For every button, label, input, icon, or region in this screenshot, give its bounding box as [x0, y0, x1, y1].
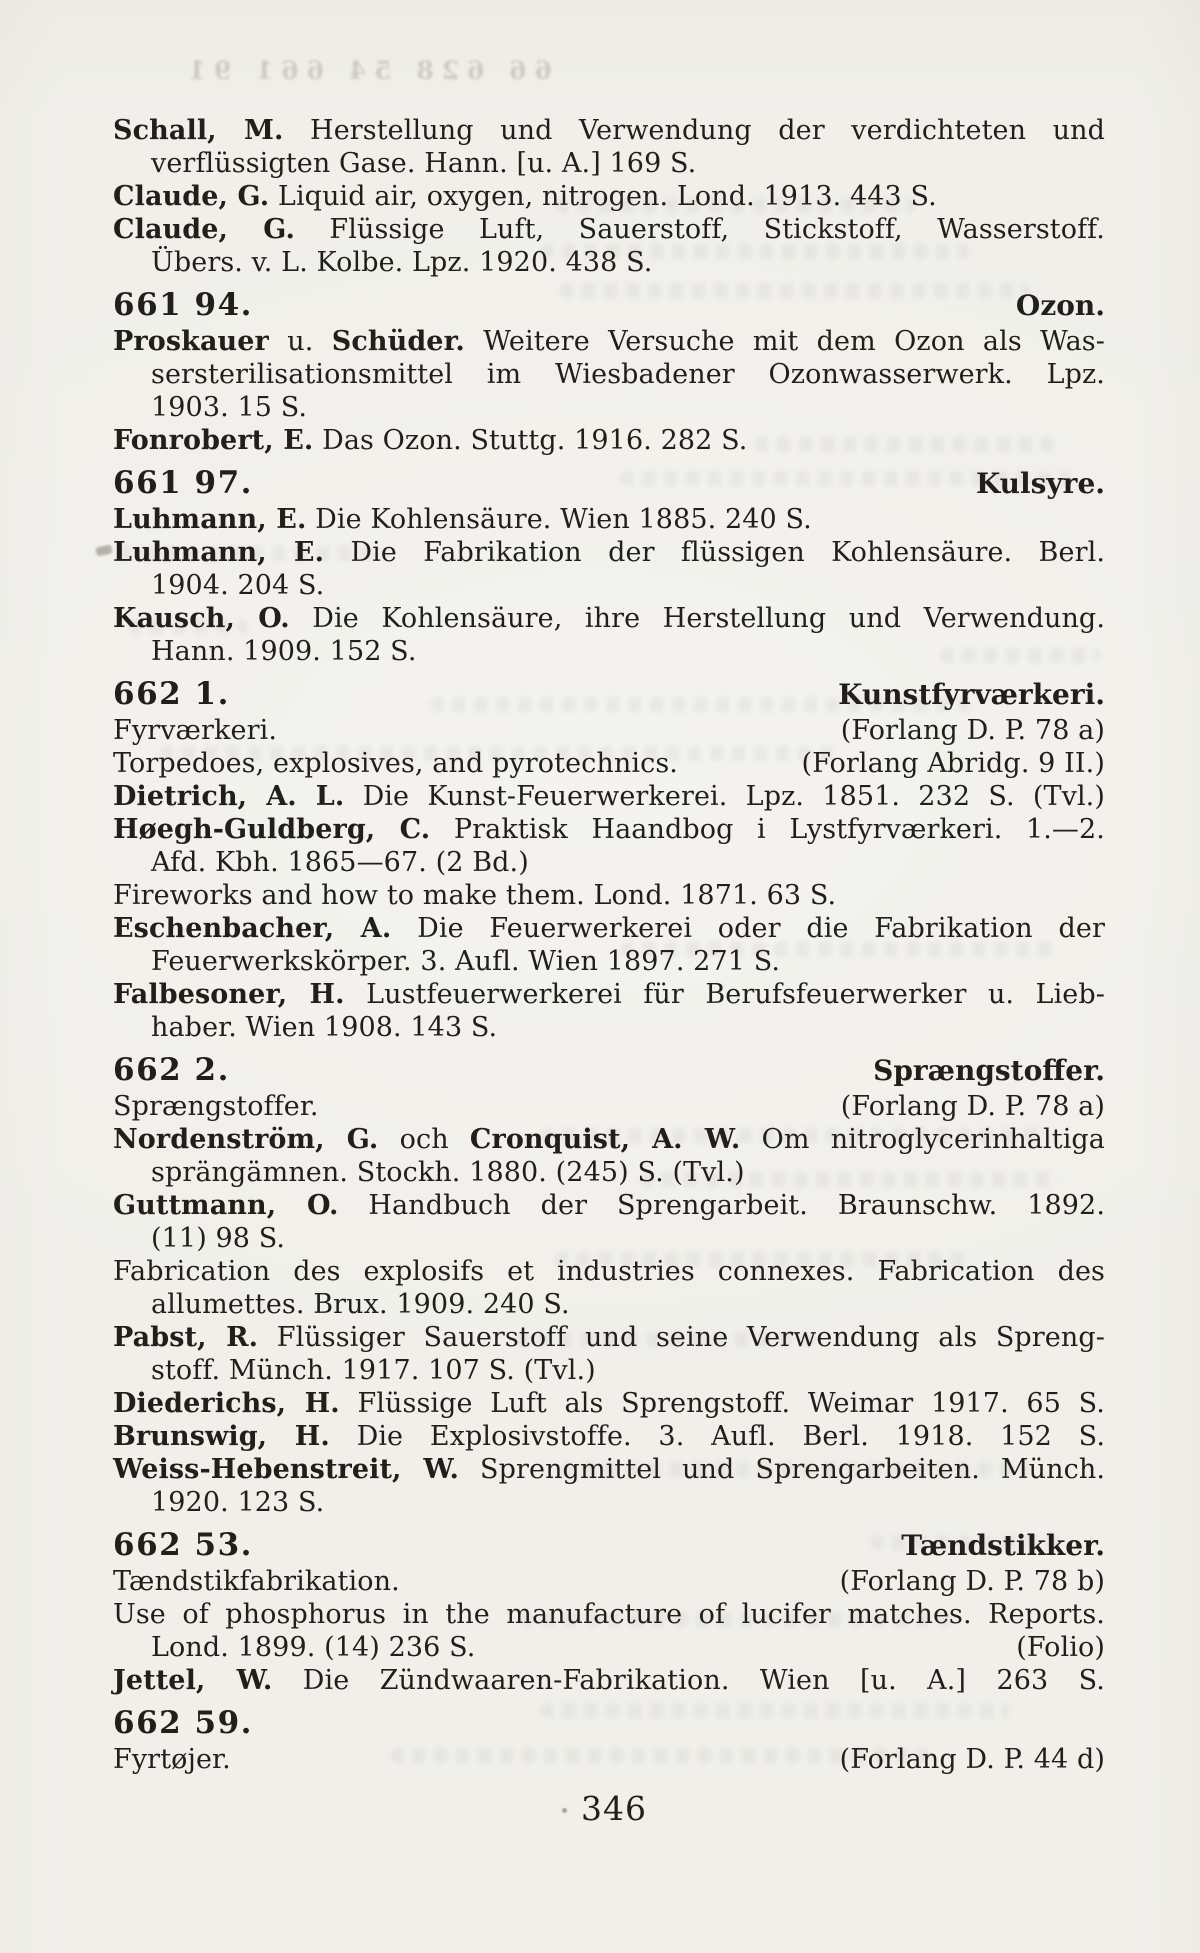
entry-text: Lond. 1899. (14) 236 S. [151, 1632, 476, 1663]
bib-entry [113, 780, 1105, 813]
entry-text: 1904. 204 S. [151, 570, 325, 601]
bib-entry [113, 714, 1105, 747]
entry-line [113, 1255, 1105, 1288]
bib-entry [113, 213, 1105, 279]
section-heading [113, 1054, 1105, 1087]
author-name: Claude, G. [113, 181, 270, 212]
entry-text: Torpedoes, explosives, and pyrotechnics. [113, 748, 678, 779]
entry-text: verflüssigten Gase. Hann. [u. A.] 169 S. [151, 148, 697, 179]
entry-text [113, 1090, 319, 1123]
entry-line [113, 747, 1105, 780]
author-name: Falbesoner, H. [113, 979, 345, 1010]
entry-text: Fabrication des explosifs et industries connexes. Fabrication des [113, 1256, 1105, 1287]
entry-line [113, 780, 1105, 813]
shelf-reference: (Forlang D. P. 78 b) [839, 1566, 1105, 1597]
entry-line [113, 1090, 1105, 1123]
entry-text: Feuerwerkskörper. 3. Aufl. Wien 1897. 271 S. [151, 946, 781, 977]
section-heading [113, 467, 1105, 500]
entry-line [113, 912, 1105, 945]
entry-text: Flüssige Luft, Sauerstoff, Stickstoff, Wasserstoff. [294, 214, 1105, 245]
section-number: 662 1. [113, 676, 230, 712]
entry-text [113, 714, 277, 747]
entry-line [113, 1565, 1105, 1598]
entry-text: Liquid air, oxygen, nitrogen. Lond. 1913. 443 S. [269, 181, 937, 212]
bib-entry [113, 978, 1105, 1044]
entry-line [113, 945, 1105, 978]
entry-line [113, 1321, 1105, 1354]
entry-line [113, 180, 1105, 213]
author-name: Claude, G. [113, 214, 295, 245]
bib-entry [113, 747, 1105, 780]
entry-text: allumettes. Brux. 1909. 240 S. [151, 1289, 570, 1320]
entry-line [113, 1156, 1105, 1189]
entry-line [113, 1743, 1105, 1776]
entry-line [113, 1598, 1105, 1631]
bib-entry [113, 503, 1105, 536]
entry-line [113, 1354, 1105, 1387]
entry-line [113, 714, 1105, 747]
author-name: Diederichs, H. [113, 1388, 340, 1419]
bib-entry [113, 536, 1105, 602]
bib-entry [113, 602, 1105, 668]
entry-text: Die Kohlensäure, ihre Herstellung und Verwendung. [289, 603, 1105, 634]
author-name: Kausch, O. [113, 603, 290, 634]
author-name: Jettel, W. [113, 1665, 273, 1696]
section-title: Kulsyre. [975, 467, 1105, 500]
entry-line [113, 1288, 1105, 1321]
entry-text: Die Zündwaaren-Fabrikation. Wien [u. A.] 263 S. [272, 1665, 1105, 1696]
section-number: 661 94. [113, 287, 253, 323]
entry-line [113, 246, 1105, 279]
bib-entry [113, 1255, 1105, 1321]
author-name: Høegh-Guldberg, C. [113, 814, 431, 845]
bib-entry [113, 1387, 1105, 1420]
entry-text: Sprængstoffer. [113, 1091, 319, 1122]
shelf-reference: (Forlang D. P. 78 a) [840, 1091, 1105, 1122]
bib-entry [113, 1321, 1105, 1387]
author-name: Fonrobert, E. [113, 425, 314, 456]
entry-text: Hann. 1909. 152 S. [151, 636, 417, 667]
shelf-reference: (Forlang D. P. 78 a) [840, 715, 1105, 746]
entry-text: och [378, 1124, 470, 1155]
entry-line [113, 358, 1105, 391]
entry-line [113, 147, 1105, 180]
section-number: 662 53. [113, 1527, 253, 1563]
entry-text: Use of phosphorus in the manufacture of lucifer matches. Reports. [113, 1599, 1105, 1630]
bib-entry [113, 813, 1105, 879]
bib-entry [113, 1123, 1105, 1189]
bleedthrough-mirrored-text: 66 628 54 661 91 [180, 56, 552, 85]
entry-text: (11) 98 S. [151, 1223, 286, 1254]
entry-text: Übers. v. L. Kolbe. Lpz. 1920. 438 S. [151, 247, 653, 278]
entry-text: Fireworks and how to make them. Lond. 1871. 63 S. [113, 880, 837, 911]
section-heading [113, 1707, 1105, 1740]
bib-entry [113, 1189, 1105, 1255]
entry-text: stoff. Münch. 1917. 107 S. (Tvl.) [151, 1355, 596, 1386]
entry-text: Tændstikfabrikation. [113, 1566, 400, 1597]
shelf-reference: (Folio) [1016, 1632, 1105, 1663]
bib-entry [113, 912, 1105, 978]
entry-text: Fyrtøjer. [113, 1744, 231, 1775]
entry-text: Die Explosivstoffe. 3. Aufl. Berl. 1918. 152 S. [329, 1421, 1105, 1452]
entry-text: sersterilisationsmittel im Wiesbadener Ozonwasserwerk. Lpz. [151, 359, 1105, 390]
entry-line [113, 1222, 1105, 1255]
section-number: 661 97. [113, 465, 253, 501]
entry-line [113, 1011, 1105, 1044]
bib-entry [113, 1743, 1105, 1776]
entry-line [113, 503, 1105, 536]
section-title: Tændstikker. [901, 1529, 1105, 1562]
author-name: Schüder. [331, 326, 465, 357]
entry-line [113, 1486, 1105, 1519]
entry-text: u. [268, 326, 332, 357]
author-name: Weiss-Hebenstreit, W. [113, 1454, 460, 1485]
entry-line [113, 1420, 1105, 1453]
bib-entry [113, 1453, 1105, 1519]
section-number: 662 2. [113, 1052, 230, 1088]
page-number: 346 [581, 1789, 647, 1828]
entry-text [151, 1631, 475, 1664]
entry-line [113, 325, 1105, 358]
bib-entry [113, 180, 1105, 213]
entry-text: Praktisk Haandbog i Lystfyrværkeri. 1.—2. [430, 814, 1105, 845]
bib-entry [113, 1565, 1105, 1598]
author-name: Proskauer [113, 326, 269, 357]
shelf-reference: (Forlang D. P. 44 d) [839, 1744, 1105, 1775]
entry-text: sprängämnen. Stockh. 1880. (245) S. (Tvl.) [151, 1157, 745, 1188]
author-name: Eschenbacher, A. [113, 913, 392, 944]
entry-line [113, 114, 1105, 147]
entry-text: Sprengmittel und Sprengarbeiten. Münch. [459, 1454, 1105, 1485]
author-name: Luhmann, E. [113, 537, 325, 568]
entry-line [113, 213, 1105, 246]
entry-text: Herstellung und Verwendung der verdichteten und [283, 115, 1105, 146]
entry-line [113, 1664, 1105, 1697]
entry-text: Die Kunst-Feuerwerkerei. Lpz. 1851. 232 S. (Tvl.) [344, 781, 1105, 812]
entry-text: 1903. 15 S. [151, 392, 308, 423]
entry-line [113, 1387, 1105, 1420]
section-number: 662 59. [113, 1705, 253, 1741]
entry-line [113, 879, 1105, 912]
entry-text: Weitere Versuche mit dem Ozon als Was- [464, 326, 1105, 357]
author-name: Guttmann, O. [113, 1190, 339, 1221]
entry-line [113, 536, 1105, 569]
author-name: Dietrich, A. L. [113, 781, 345, 812]
author-name: Brunswig, H. [113, 1421, 330, 1452]
entry-line [113, 569, 1105, 602]
entry-text: Handbuch der Sprengarbeit. Braunschw. 1892. [338, 1190, 1105, 1221]
section-title: Kunstfyrværkeri. [838, 678, 1105, 711]
entry-line [113, 391, 1105, 424]
bib-entry [113, 879, 1105, 912]
section-title: Ozon. [1015, 289, 1105, 322]
ink-speck [95, 544, 113, 556]
author-name: Schall, M. [113, 115, 284, 146]
author-name: Luhmann, E. [113, 504, 307, 535]
entry-text: Om nitroglycerinhaltiga [740, 1124, 1106, 1155]
bib-entry [113, 424, 1105, 457]
entry-line [113, 1453, 1105, 1486]
entry-line [113, 635, 1105, 668]
bib-entry [113, 1420, 1105, 1453]
entry-text: Lustfeuerwerkerei für Berufsfeuerwerker u. Lieb- [344, 979, 1105, 1010]
entry-text: Flüssige Luft als Sprengstoff. Weimar 1917. 65 S. [339, 1388, 1105, 1419]
shelf-reference: (Forlang Abridg. 9 II.) [801, 748, 1105, 779]
entry-text: Die Feuerwerkerei oder die Fabrikation der [391, 913, 1106, 944]
section-heading [113, 289, 1105, 322]
entry-text [113, 1565, 400, 1598]
bib-entry [113, 325, 1105, 424]
entry-line [113, 1631, 1105, 1664]
entry-text [113, 1743, 231, 1776]
bib-entry [113, 114, 1105, 180]
entry-text: haber. Wien 1908. 143 S. [151, 1012, 498, 1043]
entry-text: Das Ozon. Stuttg. 1916. 282 S. [313, 425, 748, 456]
section-heading [113, 1529, 1105, 1562]
author-name: Nordenström, G. [113, 1124, 379, 1155]
bib-entry [113, 1598, 1105, 1664]
author-name: Pabst, R. [113, 1322, 259, 1353]
entry-line [113, 846, 1105, 879]
entry-text [113, 747, 678, 780]
section-heading [113, 678, 1105, 711]
bibliography-list [113, 114, 1105, 1776]
author-name: Cronquist, A. W. [469, 1124, 741, 1155]
entry-line [113, 424, 1105, 457]
entry-line [113, 1189, 1105, 1222]
entry-text: Die Fabrikation der flüssigen Kohlensäure. Berl. [324, 537, 1105, 568]
entry-text: Flüssiger Sauerstoff und seine Verwendung als Spreng- [258, 1322, 1105, 1353]
entry-text: Fyrværkeri. [113, 715, 277, 746]
entry-line [113, 813, 1105, 846]
section-title: Sprængstoffer. [873, 1054, 1105, 1087]
entry-line [113, 978, 1105, 1011]
bib-entry [113, 1090, 1105, 1123]
entry-line [113, 602, 1105, 635]
entry-text: Afd. Kbh. 1865—67. (2 Bd.) [151, 847, 529, 878]
bib-entry [113, 1664, 1105, 1697]
entry-text: Die Kohlensäure. Wien 1885. 240 S. [306, 504, 812, 535]
entry-line [113, 1123, 1105, 1156]
entry-text: 1920. 123 S. [151, 1487, 325, 1518]
